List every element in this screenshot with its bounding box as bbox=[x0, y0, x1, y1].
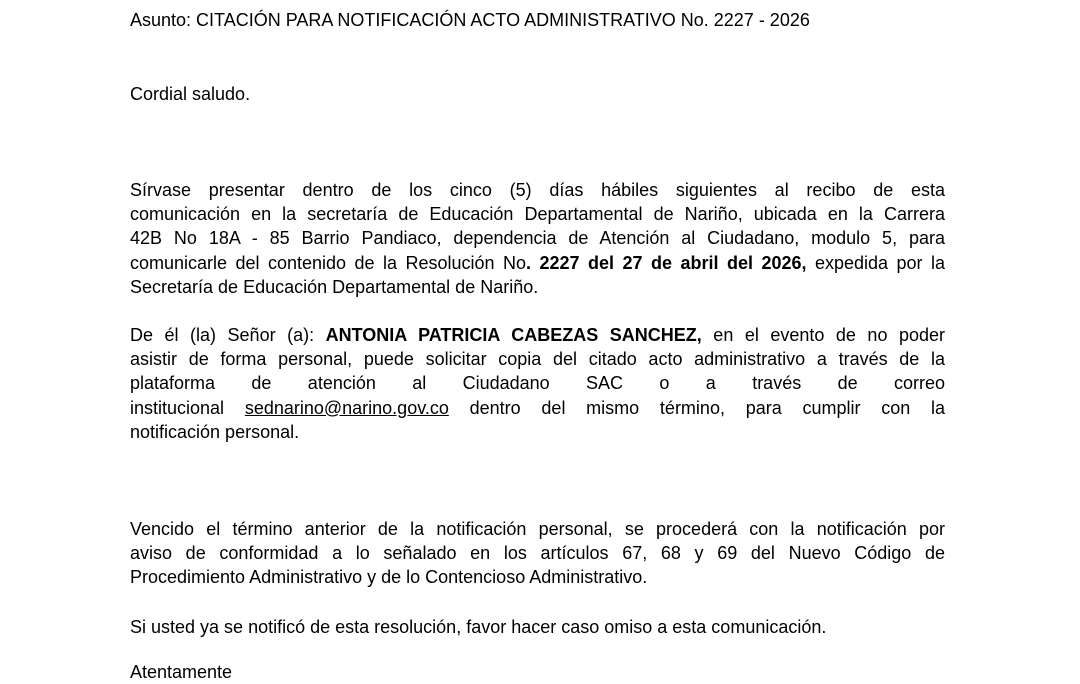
recipient-prefix: De él (la) Señor (a): bbox=[130, 325, 326, 345]
paragraph-citation bbox=[130, 178, 945, 299]
paragraph-line-recipient bbox=[130, 323, 945, 347]
paragraph-line: notificación personal. bbox=[130, 421, 300, 442]
paragraph-line: asistir de forma personal, puede solicitar copia del citado acto administrativo a través de la bbox=[130, 349, 945, 370]
resolution-number: . 2227 del 27 de abril del 2026, bbox=[526, 252, 807, 273]
paragraph-line: plataforma de atención al Ciudadano SAC o a través de correo bbox=[130, 373, 945, 394]
paragraph-line: Vencido el término anterior de la notificación personal, se procederá con la notificación por bbox=[130, 519, 945, 539]
paragraph-line: Sírvase presentar dentro de los cinco (5) días hábiles siguientes al recibo de esta bbox=[130, 180, 945, 200]
recipient-suffix: en el evento de no poder bbox=[701, 325, 945, 345]
paragraph-line-email bbox=[130, 396, 945, 420]
paragraph-line: Secretaría de Educación Departamental de Nariño. bbox=[130, 276, 539, 297]
paragraph-recipient bbox=[130, 323, 945, 444]
recipient-name: ANTONIA PATRICIA CABEZAS SANCHEZ, bbox=[325, 325, 702, 345]
paragraph-line: aviso de conformidad a lo señalado en los artículos 67, 68 y 69 del Nuevo Código de bbox=[130, 543, 945, 564]
email-prefix: institucional bbox=[130, 397, 245, 418]
paragraph-line: 42B No 18A - 85 Barrio Pandiaco, dependencia de Atención al Ciudadano, modulo 5, para bbox=[130, 228, 945, 249]
email-link[interactable]: sednarino@narino.gov.co bbox=[244, 397, 449, 418]
paragraph-deadline bbox=[130, 517, 945, 590]
paragraph-omit: Si usted ya se notificó de esta resolución, favor hacer caso omiso a esta comunicación. bbox=[130, 617, 827, 637]
resolution-suffix: expedida por la bbox=[806, 252, 945, 273]
subject-line: Asunto: CITACIÓN PARA NOTIFICACIÓN ACTO ADMINISTRATIVO No. 2227 - 2026 bbox=[130, 10, 810, 30]
resolution-prefix: comunicarle del contenido de la Resolución No bbox=[130, 252, 527, 273]
paragraph-line-resolution bbox=[130, 251, 945, 275]
greeting: Cordial saludo. bbox=[130, 84, 251, 104]
email-suffix: dentro del mismo término, para cumplir con la bbox=[448, 397, 946, 418]
paragraph-line: comunicación en la secretaría de Educación Departamental de Nariño, ubicada en la Carrera bbox=[130, 204, 945, 225]
closing: Atentamente bbox=[130, 662, 233, 682]
paragraph-line: Procedimiento Administrativo y de lo Contencioso Administrativo. bbox=[130, 567, 648, 588]
